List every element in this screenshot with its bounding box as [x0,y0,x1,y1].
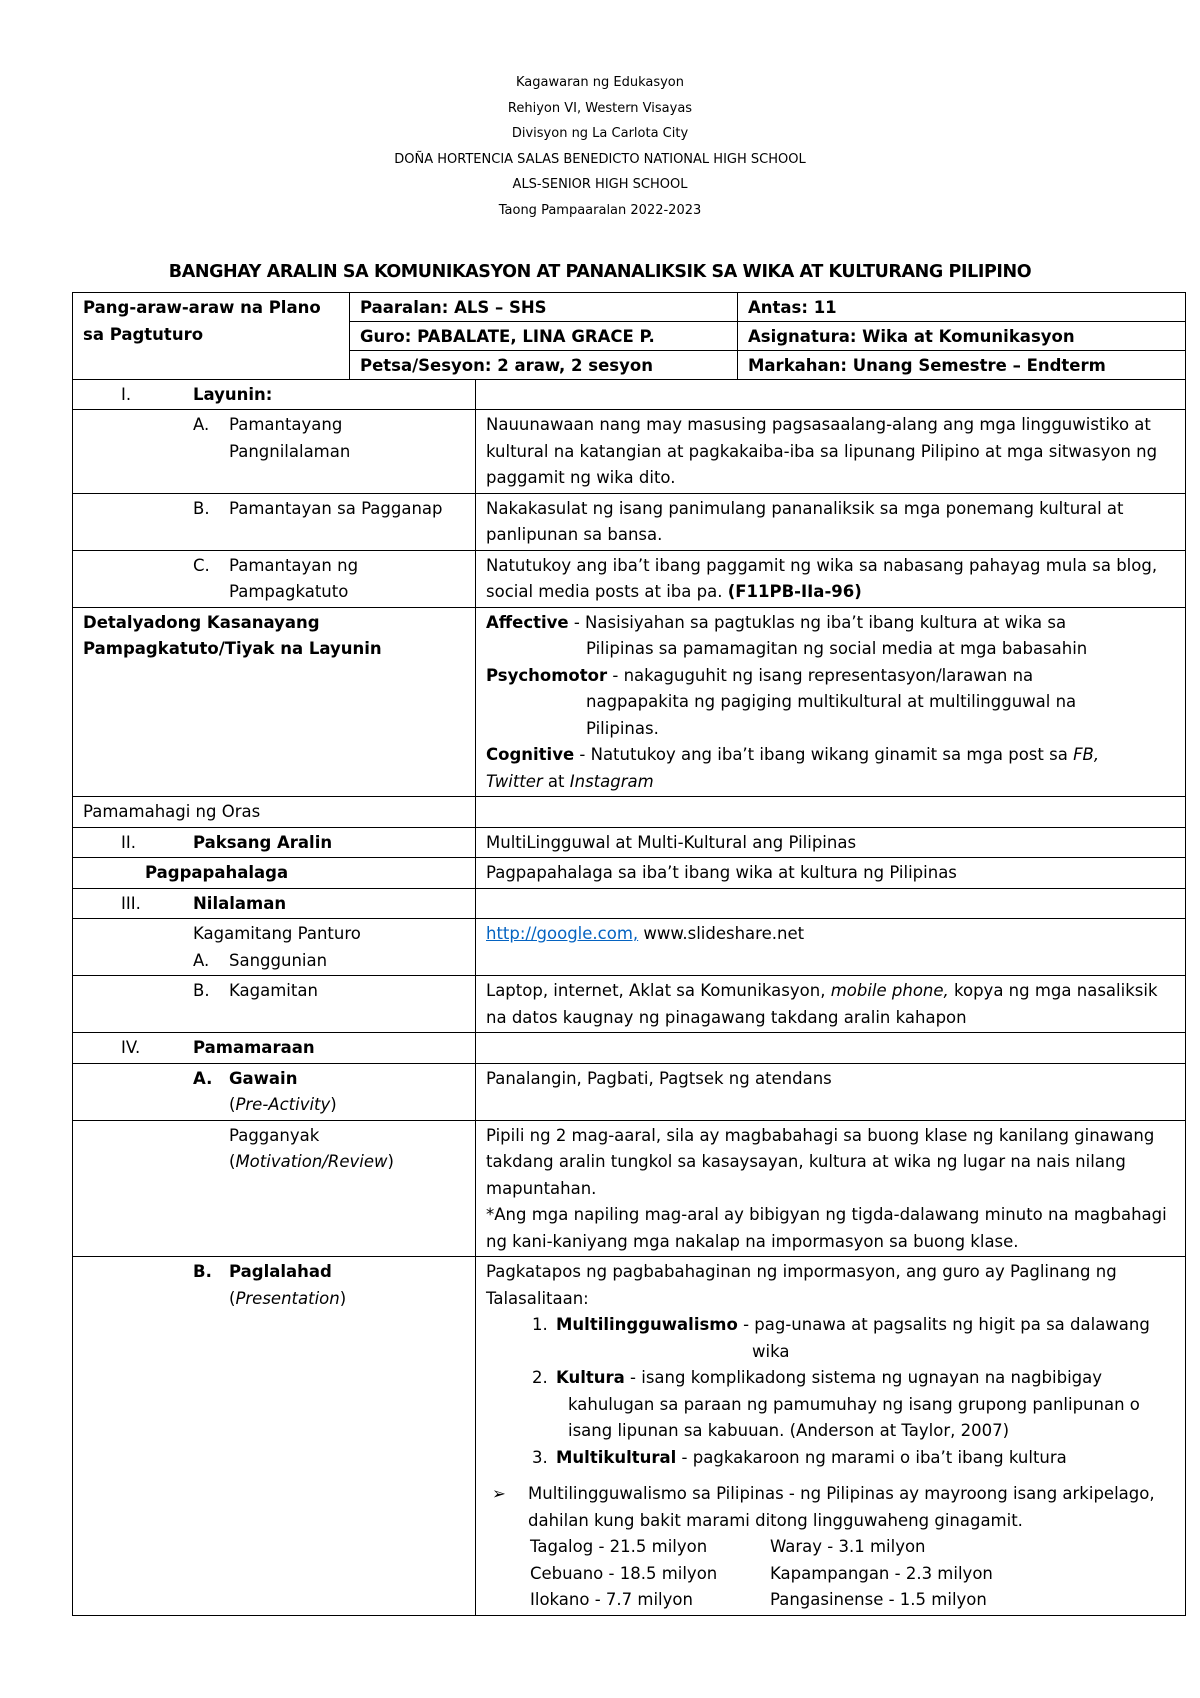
row-pamantayan-sa-pagganap [73,493,1186,550]
kagamitan-mobile: mobile phone, [830,981,949,1000]
header-division: Divisyon ng La Carlota City [511,126,689,142]
layunin-a-value: Nauunawaan nang may masusing pagsasaalang-alang ang mga lingguwistiko at kultural na katangian at pagkakaiba-iba sa lipunang Pilipino at mga sitwasyon ng paggamit ng wika dito. [476,410,1186,494]
cognitive-instagram: Instagram [569,771,654,791]
row-kagamitan [73,976,1186,1033]
language-stat-row: Ilokano - 7.7 milyon Pangasinense - 1.5 milyon [530,1590,987,1609]
paksa-label: Paksang Aralin [193,832,333,852]
gawain-label: Gawain [229,1068,298,1088]
kagamitan-value-2: kopya ng mga nasaliksik na datos kaugnay ng pinagawang takdang aralin kahapon [486,981,1158,1027]
pamamaraan-num: IV. [121,1038,141,1057]
pamamaraan-a-label: A. [193,1068,213,1088]
plan-label: Pang-araw-araw na Plano sa Pagtuturo [73,293,350,380]
cognitive-at: at [542,771,570,791]
info-table [72,292,1186,380]
row-gawain: A. Gawain (Pre-Activity) Panalangin, Pagbati, Pagtsek ng atendans [73,1063,1186,1120]
slideshare-text: www.slideshare.net [638,924,805,943]
row-paglalahad: B. Paglalahad (Presentation) Pagkatapos ng pagbabahaginan ng impormasyon, ang guro ay Paglinang ng Talasalitaan: 1. Multilingguwalismo - pag-unawa at pagsalits ng higit pa sa dalawang wika 2. Kultura - isang komplikadong sistema ng ugnayan na nagbibigay kahulugan sa paraan ng pamumuhay ng isang grupong panlipunan o isang lipunan sa kabuuan. (Anderson at Taylor, 2007) 3. Multikultural - pagkakaroon ng marami o iba’t ibang kultura ➢ Multilingguwalismo sa Pilipinas - ng Pilipinas ay mayroong isang arkipelago, dahilan kung bakit marami ditong lingguwaheng ginagamit. Tagalog - 21.5 milyon Waray - 3.1 milyon Cebuano - 18.5 milyon Kapampangan - 2.3 milyon Ilokano - 7.7 milyon Pangasinense - 1.5 milyon [73,1257,1186,1616]
cognitive-text: - Natutukoy ang iba’t ibang wikang ginamit sa mga post sa [574,745,1074,764]
paglalahad-intro: Pagkatapos ng pagbabahaginan ng impormasyon, ang guro ay Paglinang ng Talasalitaan: [486,1262,1117,1308]
nilalaman-b-label: B. [193,981,210,1000]
header-program: ALS-SENIOR HIGH SCHOOL [512,177,688,193]
pamamaraan-label: Pamamaraan [193,1038,315,1057]
paksa-num: II. [121,832,136,852]
layunin-num: I. [121,384,132,404]
bullet-text: Multilingguwalismo sa Pilipinas - ng Pilipinas ay mayroong isang arkipelago, dahilan kung bakit marami ditong lingguwaheng ginagamit. [528,1484,1155,1530]
layunin-a-text: Pamantayang Pangnilalaman [229,415,351,461]
document-header [0,70,1200,224]
row-pamamaraan [73,1033,1186,1064]
cognitive-label: Cognitive [486,745,575,764]
affective-text-2: Pilipinas sa pamamagitan ng social media at mga babasahin [586,639,1088,658]
motivation-label: Motivation/Review [235,1152,388,1171]
row-pagpapahalaga [73,858,1186,889]
asignatura: Asignatura: Wika at Komunikasyon [738,322,1186,351]
oras-label: Pamamahagi ng Oras [73,797,476,828]
vocabulary-list [486,1312,1177,1471]
header-department: Kagawaran ng Edukasyon [515,75,685,90]
layunin-c-label: C. [193,555,210,575]
header-school: DOÑA HORTENCIA SALAS BENEDICTO NATIONAL HIGH SCHOOL [394,151,806,167]
affective-label: Affective [486,612,569,632]
sanggunian-label: Sanggunian [229,950,328,970]
pre-activity-label: Pre-Activity [235,1095,331,1114]
row-paksang-aralin [73,827,1186,858]
layunin-c-code: (F11PB-IIa-96) [727,582,862,601]
layunin-label: Layunin: [193,384,273,404]
psychomotor-text-3: Pilipinas. [586,718,659,738]
detalyado-label: Detalyadong Kasanayang Pampagkatuto/Tiyak na Layunin [73,607,476,797]
language-stat-row: Cebuano - 18.5 milyon Kapampangan - 2.3 milyon [530,1563,993,1583]
paglalahad-label: Paglalahad [229,1262,332,1281]
list-item: 2. Kultura - isang komplikadong sistema ng ugnayan na nagbibigay kahulugan sa paraan ng pamumuhay ng isang grupong panlipunan o isang lipunan sa kabuuan. (Anderson at Taylor, 2007) [532,1368,1140,1440]
row-pamantayang-pangnilalaman [73,410,1186,494]
affective-text: - Nasisiyahan sa pagtuklas ng iba’t ibang kultura at wika sa [568,612,1067,632]
row-kagamitang-panturo [73,919,1186,976]
markahan: Markahan: Unang Semestre – Endterm [738,351,1186,380]
layunin-b-value: Nakakasulat ng isang panimulang pananaliksik sa mga ponemang kultural at panlipunan sa bansa. [476,493,1186,550]
pagganyak-label: Pagganyak [229,1125,320,1145]
pamamaraan-b-label: B. [193,1262,212,1281]
kagamitan-label: Kagamitan [229,981,318,1000]
lesson-plan-sheet [72,292,1185,1616]
header-region: Rehiyon VI, Western Visayas [507,100,693,116]
row-nilalaman [73,888,1186,919]
petsa-sesyon: Petsa/Sesyon: 2 araw, 2 sesyon [350,351,738,380]
nilalaman-label: Nilalaman [193,893,287,913]
pagganyak-note: *Ang mga napiling mag-aral ay bibigyan ng tigda-dalawang minuto na magbahagi ng kani-kaniyang mga nakalap na impormasyon sa buong klase. [486,1205,1167,1251]
psychomotor-text: - nakaguguhit ng isang representasyon/larawan na [607,665,1034,685]
content-table [72,379,1186,1616]
row-pamamahagi-ng-oras [73,797,1186,828]
row-layunin [73,379,1186,410]
list-item: 1. Multilingguwalismo - pag-unawa at pagsalits ng higit pa sa dalawang wika [532,1315,1150,1361]
layunin-c-value: Natutukoy ang iba’t ibang paggamit ng wika sa nabasang pahayag mula sa blog, social media posts at iba pa. [486,555,1158,601]
paaralan: Paaralan: ALS – SHS [350,293,738,322]
gawain-value: Panalangin, Pagbati, Pagtsek ng atendans [476,1063,1186,1120]
row-detalyado [73,607,1186,797]
kagamitang-label: Kagamitang Panturo [193,924,361,943]
antas: Antas: 11 [738,293,1186,322]
language-stat-row: Tagalog - 21.5 milyon Waray - 3.1 milyon [530,1537,926,1556]
pagpapahalaga-label: Pagpapahalaga [73,858,476,889]
paksa-value: MultiLingguwal at Multi-Kultural ang Pilipinas [476,827,1186,858]
layunin-b-label: B. [193,498,210,518]
document-title: BANGHAY ARALIN SA KOMUNIKASYON AT PANANALIKSIK SA WIKA AT KULTURANG PILIPINO [168,262,1032,282]
psychomotor-text-2: nagpapakita ng pagiging multikultural at multilingguwal na [586,692,1077,711]
nilalaman-a-label: A. [193,950,210,970]
pagganyak-value: Pipili ng 2 mag-aaral, sila ay magbabahagi sa buong klase ng kanilang ginawang takdang aralin tungkol sa kasaysayan, kultura at wika ng lugar na nais nilang mapuntahan. [486,1125,1155,1198]
row-pagganyak: Pagganyak (Motivation/Review) Pipili ng 2 mag-aaral, sila ay magbabahagi sa buong klase ng kanilang ginawang takdang aralin tungkol sa kasaysayan, kultura at wika ng lugar na nais nilang mapuntahan. *Ang mga napiling mag-aral ay bibigyan ng tigda-dalawang minuto na magbahagi ng kani-kaniyang mga nakalap na impormasyon sa buong klase. [73,1120,1186,1257]
pagpapahalaga-value: Pagpapahalaga sa iba’t ibang wika at kultura ng Pilipinas [476,858,1186,889]
arrow-bullet-icon: ➢ [492,1484,506,1503]
kagamitan-value-1: Laptop, internet, Aklat sa Komunikasyon, [486,981,831,1000]
row-pamantayan-ng-pampagkatuto [73,550,1186,607]
psychomotor-label: Psychomotor [486,665,608,685]
header-school-year: Taong Pampaaralan 2022-2023 [498,202,702,218]
multilingguwalismo-bullet [486,1481,1177,1534]
nilalaman-num: III. [121,893,141,913]
cognitive-fb: FB, [1073,745,1100,764]
guro: Guro: PABALATE, LINA GRACE P. [350,322,738,351]
layunin-b-text: Pamantayan sa Pagganap [229,498,443,518]
cognitive-twitter: Twitter [486,771,543,791]
list-item: 3. Multikultural - pagkakaroon ng marami o iba’t ibang kultura [532,1447,1067,1467]
layunin-a-label: A. [193,415,210,434]
layunin-c-text: Pamantayan ng Pampagkatuto [229,555,359,601]
google-link[interactable]: http://google.com, [486,924,639,943]
presentation-label: Presentation [235,1288,340,1308]
